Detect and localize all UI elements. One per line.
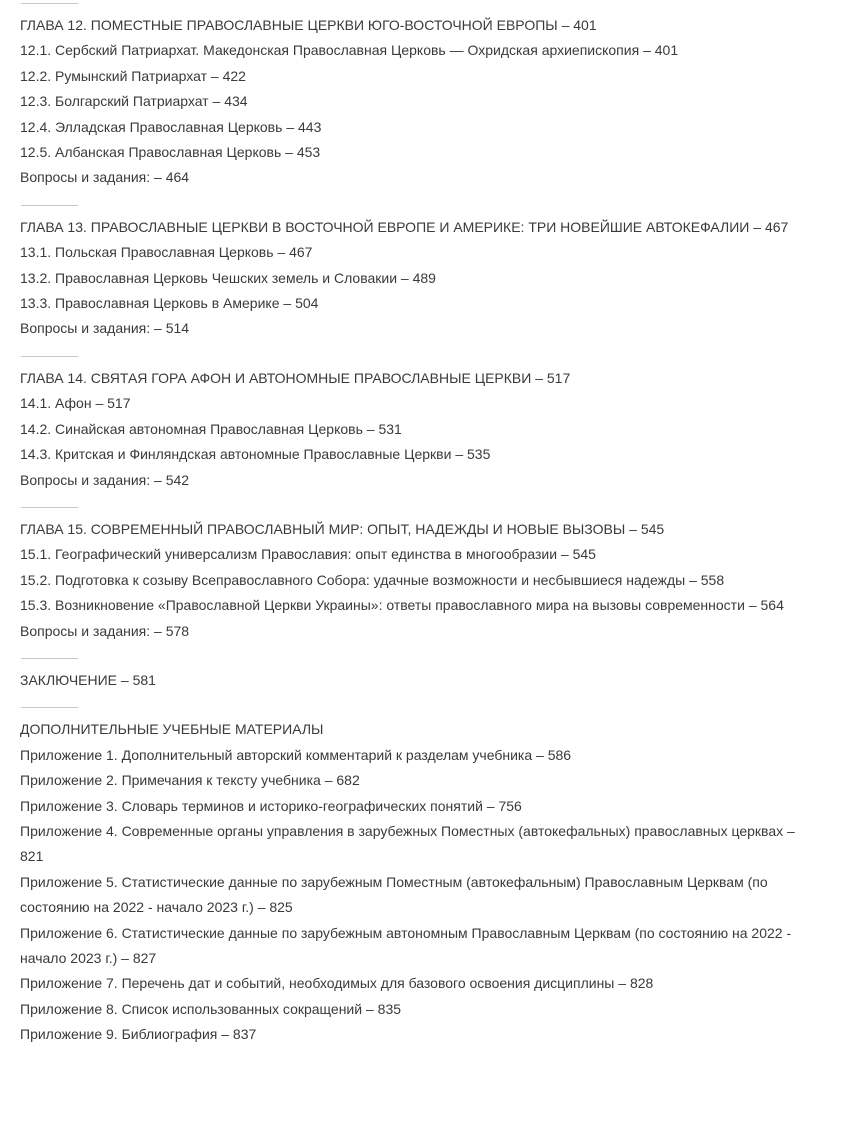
page-separator: – <box>121 950 129 966</box>
entry-label: Вопросы и задания: <box>20 622 151 639</box>
page-separator: – <box>618 975 627 992</box>
page-number: 443 <box>298 118 322 135</box>
chapter-12-heading <box>20 13 812 38</box>
entry-label: Приложение 8. Список использованных сокращений <box>20 1000 363 1017</box>
page-number: 535 <box>467 446 491 463</box>
page-number: 586 <box>547 746 572 763</box>
page-separator: – <box>277 244 286 261</box>
page-separator: – <box>283 295 292 312</box>
page-separator: – <box>455 446 464 463</box>
page-number: 837 <box>232 1026 257 1043</box>
page-separator: – <box>643 42 651 59</box>
page-separator: – <box>120 671 129 688</box>
page-separator: – <box>154 320 162 337</box>
page-number: 756 <box>498 797 522 814</box>
toc-entry <box>20 921 812 972</box>
section-divider <box>21 707 78 708</box>
page-separator: – <box>787 822 795 839</box>
toc-entry <box>20 997 812 1022</box>
section-divider <box>21 205 78 206</box>
page-number: 531 <box>378 420 402 437</box>
page-separator: – <box>400 269 409 286</box>
page-separator: – <box>535 369 543 386</box>
page-separator: – <box>257 899 266 916</box>
entry-label: 15.3. Возникновение «Православной Церкви Украины»: ответы православного мира на вызовы современности <box>20 597 745 614</box>
toc-entry <box>20 38 812 63</box>
page-number: 828 <box>629 975 654 992</box>
page-number: 682 <box>336 772 360 789</box>
page-number: 401 <box>573 17 597 33</box>
page-number: 545 <box>640 520 665 537</box>
entry-label: 13.2. Православная Церковь Чешских земель и Словакии <box>20 269 398 286</box>
toc-entry <box>20 568 812 593</box>
toc-entry-questions <box>20 468 812 493</box>
section-divider <box>21 356 78 357</box>
chapter-14-heading <box>20 366 812 391</box>
page-separator: – <box>154 169 162 186</box>
section-divider <box>21 658 78 659</box>
toc-entry <box>20 819 812 870</box>
heading-label: ЗАКЛЮЧЕНИЕ <box>20 671 117 688</box>
page-separator: – <box>221 1026 230 1043</box>
entry-label: 13.3. Православная Церковь в Америке <box>20 295 280 312</box>
toc-entry <box>20 140 812 165</box>
toc-entry <box>20 417 812 442</box>
page-number: 517 <box>546 369 571 386</box>
toc-entry <box>20 768 812 793</box>
toc-entry <box>20 64 812 89</box>
page-number: 467 <box>764 218 789 235</box>
page-number: 564 <box>760 597 784 614</box>
entry-label: 12.3. Болгарский Патриархат <box>20 93 209 110</box>
page-number: 434 <box>224 93 248 110</box>
chapter-13-heading <box>20 215 812 240</box>
section-divider <box>21 507 78 508</box>
table-of-contents <box>0 3 866 1048</box>
entry-label: 15.2. Подготовка к созыву Всеправославного Собора: удачные возможности и несбывшиеся надежды <box>20 571 686 588</box>
page-number: 578 <box>165 622 190 639</box>
page-separator: – <box>629 520 637 537</box>
toc-entry <box>20 240 812 265</box>
page-number: 504 <box>295 295 319 312</box>
page-number: 401 <box>654 42 679 59</box>
heading-label: ГЛАВА 14. СВЯТАЯ ГОРА АФОН И АВТОНОМНЫЕ ПРАВОСЛАВНЫЕ ЦЕРКВИ <box>20 369 532 386</box>
entry-label: Вопросы и задания: <box>20 169 151 186</box>
page-separator: – <box>560 546 569 563</box>
toc-entry <box>20 391 812 416</box>
heading-label: ГЛАВА 15. СОВРЕМЕННЫЙ ПРАВОСЛАВНЫЙ МИР: ОПЫТ, НАДЕЖДЫ И НОВЫЕ ВЫЗОВЫ <box>20 520 626 537</box>
toc-entry <box>20 89 812 114</box>
entry-label: 13.1. Польская Православная Церковь <box>20 244 274 261</box>
entry-label: Приложение 5. Статистические данные по зарубежным Поместным (автокефальным) Православным Церквам (по состоянию на 2022 - начало 2023 г.) <box>20 873 768 916</box>
page-separator: – <box>366 420 375 437</box>
page-number: 821 <box>20 848 44 865</box>
toc-entry <box>20 593 812 618</box>
page-separator: – <box>561 17 570 33</box>
page-separator: – <box>154 622 162 639</box>
toc-entry <box>20 794 812 819</box>
entry-label: Приложение 7. Перечень дат и событий, необходимых для базового освоения дисциплины <box>20 975 615 992</box>
entry-label: Приложение 6. Статистические данные по зарубежным автономным Православным Церквам (по состоянию на 2022 - начало 2023 г.) <box>20 924 792 966</box>
entry-label: Вопросы и задания: <box>20 320 151 337</box>
entry-label: Приложение 2. Примечания к тексту учебника <box>20 772 321 789</box>
page-separator: – <box>286 118 295 135</box>
page-number: 422 <box>222 67 246 84</box>
page-separator: – <box>365 1000 374 1017</box>
page-separator: – <box>324 772 333 789</box>
page-number: 835 <box>377 1000 402 1017</box>
toc-entry <box>20 743 812 768</box>
page-number: 825 <box>269 899 293 916</box>
page-separator: – <box>154 471 162 488</box>
toc-entry <box>20 115 812 140</box>
page-number: 542 <box>165 471 190 488</box>
page-number: 514 <box>165 320 190 337</box>
page-separator: – <box>210 67 219 84</box>
toc-entry-questions <box>20 619 812 644</box>
page-number: 467 <box>289 244 313 261</box>
page-number: 581 <box>132 671 156 688</box>
conclusion-heading <box>20 668 812 693</box>
toc-entry-questions <box>20 316 812 341</box>
toc-entry-questions <box>20 165 812 190</box>
toc-entry <box>20 266 812 291</box>
page-separator: – <box>689 571 697 588</box>
page-separator: – <box>748 597 757 614</box>
page-number: 464 <box>165 169 190 186</box>
toc-entry <box>20 1022 812 1047</box>
toc-section-chapter-13 <box>20 215 812 342</box>
entry-label: Приложение 1. Дополнительный авторский комментарий к разделам учебника <box>20 746 533 763</box>
section-divider <box>21 3 78 4</box>
page-separator: – <box>536 746 544 763</box>
page-number: 827 <box>132 950 157 966</box>
toc-entry <box>20 542 812 567</box>
entry-label: 14.3. Критская и Финляндская автономные Православные Церкви <box>20 446 452 463</box>
additional-materials-heading <box>20 717 812 742</box>
entry-label: 15.1. Географический универсализм Православия: опыт единства в многообразии <box>20 546 558 563</box>
page-separator: – <box>95 395 104 412</box>
chapter-15-heading <box>20 517 812 542</box>
page-number: 453 <box>296 144 321 161</box>
heading-label: ГЛАВА 12. ПОМЕСТНЫЕ ПРАВОСЛАВНЫЕ ЦЕРКВИ ЮГО-ВОСТОЧНОЙ ЕВРОПЫ <box>20 17 558 33</box>
page-separator: – <box>212 93 221 110</box>
entry-label: 14.2. Синайская автономная Православная Церковь <box>20 420 363 437</box>
toc-section-chapter-14 <box>20 366 812 493</box>
page-number: 517 <box>107 395 131 412</box>
entry-label: 14.1. Афон <box>20 395 92 412</box>
entry-label: 12.2. Румынский Патриархат <box>20 67 207 84</box>
page-separator: – <box>753 218 762 235</box>
entry-label: Приложение 3. Словарь терминов и историко-географических понятий <box>20 797 483 814</box>
page-number: 558 <box>700 571 725 588</box>
toc-entry <box>20 971 812 996</box>
heading-label: ДОПОЛНИТЕЛЬНЫЕ УЧЕБНЫЕ МАТЕРИАЛЫ <box>20 721 324 738</box>
page-separator: – <box>285 144 293 161</box>
page-number: 545 <box>572 546 596 563</box>
toc-section-chapter-15 <box>20 517 812 644</box>
entry-label: Приложение 4. Современные органы управления в зарубежных Поместных (автокефальных) православных церквах <box>20 822 784 839</box>
entry-label: Вопросы и задания: <box>20 471 151 488</box>
toc-section-conclusion <box>20 668 812 693</box>
entry-label: 12.1. Сербский Патриархат. Македонская Православная Церковь — Охридская архиепископия <box>20 42 640 59</box>
entry-label: Приложение 9. Библиография <box>20 1026 218 1043</box>
toc-section-additional-materials <box>20 717 812 1047</box>
toc-entry <box>20 442 812 467</box>
page-number: 489 <box>412 269 436 286</box>
toc-entry <box>20 870 812 921</box>
toc-section-chapter-12 <box>20 13 812 191</box>
heading-label: ГЛАВА 13. ПРАВОСЛАВНЫЕ ЦЕРКВИ В ВОСТОЧНОЙ ЕВРОПЕ И АМЕРИКЕ: ТРИ НОВЕЙШИЕ АВТОКЕФАЛИИ <box>20 218 750 235</box>
entry-label: 12.4. Элладская Православная Церковь <box>20 118 283 135</box>
page-separator: – <box>486 797 495 814</box>
toc-entry <box>20 291 812 316</box>
entry-label: 12.5. Албанская Православная Церковь <box>20 144 282 161</box>
